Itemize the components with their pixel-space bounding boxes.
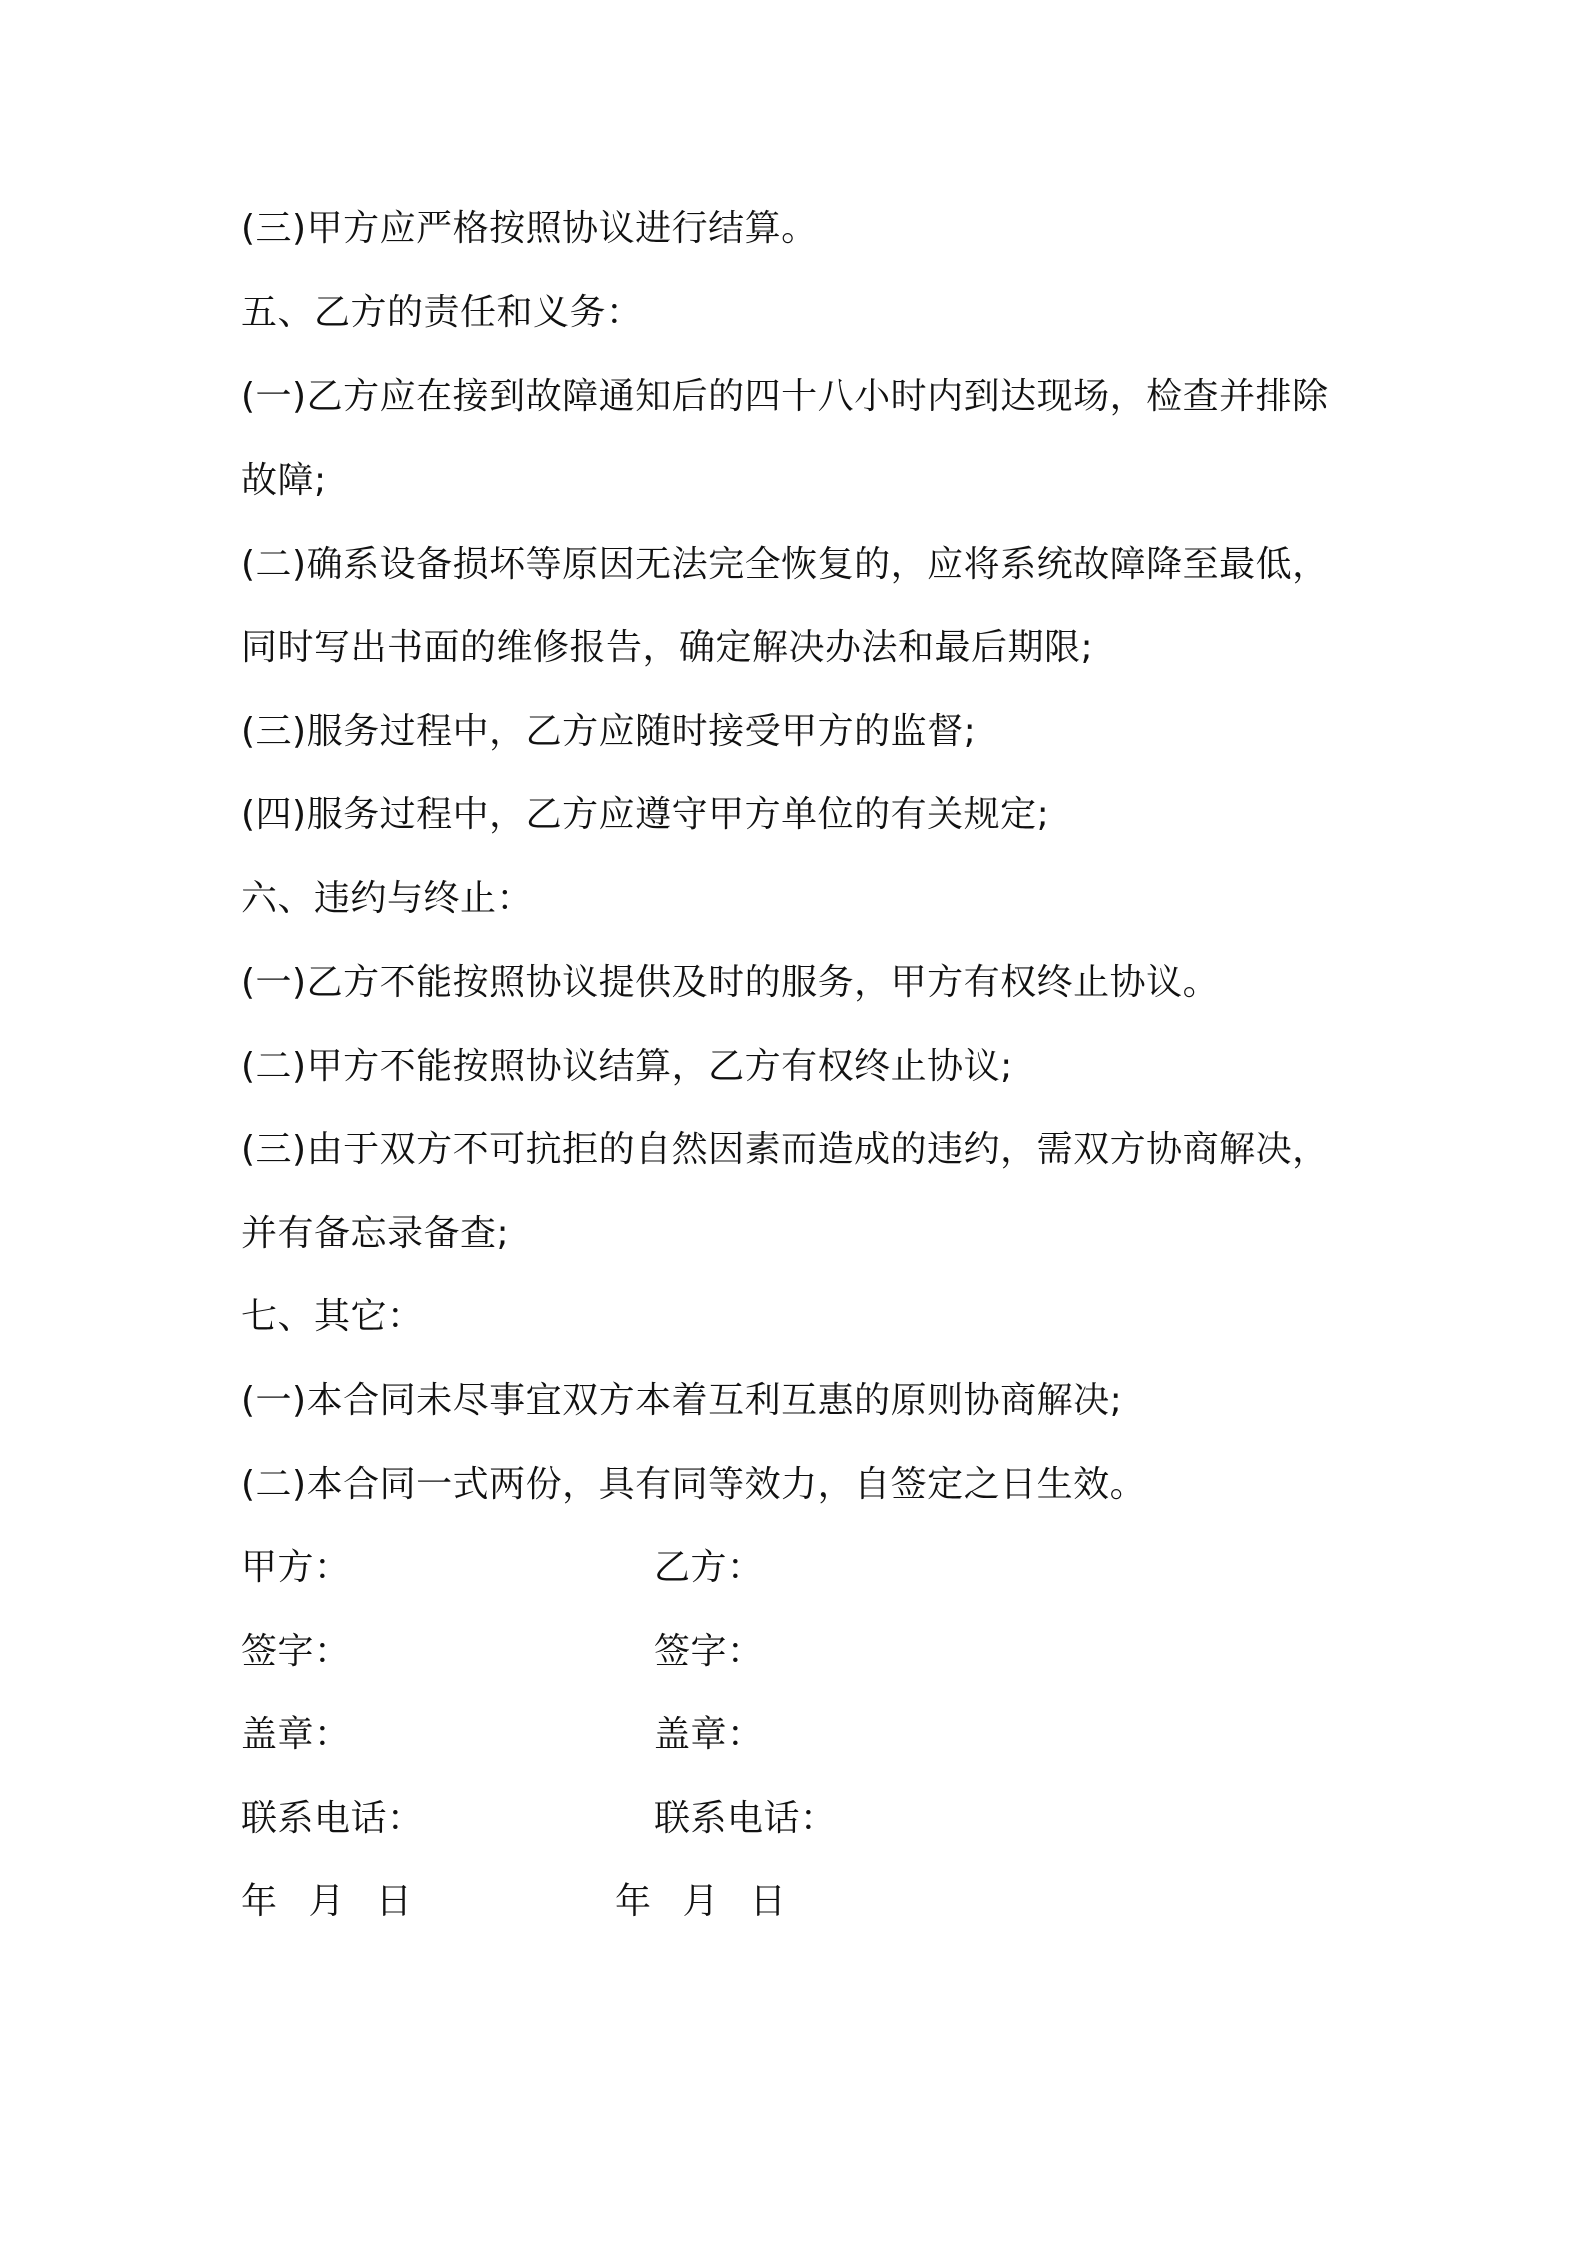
clause-7-1: (一)本合同未尽事宜双方本着互利互惠的原则协商解决; bbox=[241, 1380, 1123, 1421]
clause-6-3-continued: 并有备忘录备查; bbox=[241, 1213, 510, 1254]
seal-b-label: 盖章： bbox=[654, 1714, 764, 1755]
clause-6-3: (三)由于双方不可抗拒的自然因素而造成的违约，需双方协商解决， bbox=[241, 1129, 1329, 1170]
section-6-heading: 六、违约与终止： bbox=[241, 878, 534, 919]
section-7-heading: 七、其它： bbox=[241, 1296, 424, 1337]
clause-5-1: (一)乙方应在接到故障通知后的四十八小时内到达现场，检查并排除 bbox=[241, 376, 1329, 417]
date-a: 年 月 日 bbox=[241, 1881, 422, 1922]
party-a-label: 甲方： bbox=[241, 1547, 351, 1588]
clause-5-2-continued: 同时写出书面的维修报告，确定解决办法和最后期限; bbox=[241, 627, 1094, 668]
seal-a-label: 盖章： bbox=[241, 1714, 351, 1755]
phone-b-label: 联系电话： bbox=[654, 1798, 837, 1839]
sign-a-label: 签字： bbox=[241, 1631, 351, 1672]
clause-5-3: (三)服务过程中，乙方应随时接受甲方的监督; bbox=[241, 711, 977, 752]
section-5-heading: 五、乙方的责任和义务： bbox=[241, 292, 643, 333]
clause-5-2: (二)确系设备损坏等原因无法完全恢复的，应将系统故障降至最低， bbox=[241, 544, 1329, 585]
phone-a-label: 联系电话： bbox=[241, 1798, 424, 1839]
date-b: 年 月 日 bbox=[615, 1881, 796, 1922]
clause-5-4: (四)服务过程中，乙方应遵守甲方单位的有关规定; bbox=[241, 794, 1050, 835]
party-b-label: 乙方： bbox=[654, 1547, 764, 1588]
clause-7-2: (二)本合同一式两份，具有同等效力，自签定之日生效。 bbox=[241, 1464, 1147, 1505]
sign-b-label: 签字： bbox=[654, 1631, 764, 1672]
clause-3-settlement: (三)甲方应严格按照协议进行结算。 bbox=[241, 208, 818, 249]
clause-6-2: (二)甲方不能按照协议结算，乙方有权终止协议; bbox=[241, 1046, 1013, 1087]
clause-5-1-continued: 故障; bbox=[241, 460, 327, 501]
clause-6-1: (一)乙方不能按照协议提供及时的服务，甲方有权终止协议。 bbox=[241, 962, 1220, 1003]
